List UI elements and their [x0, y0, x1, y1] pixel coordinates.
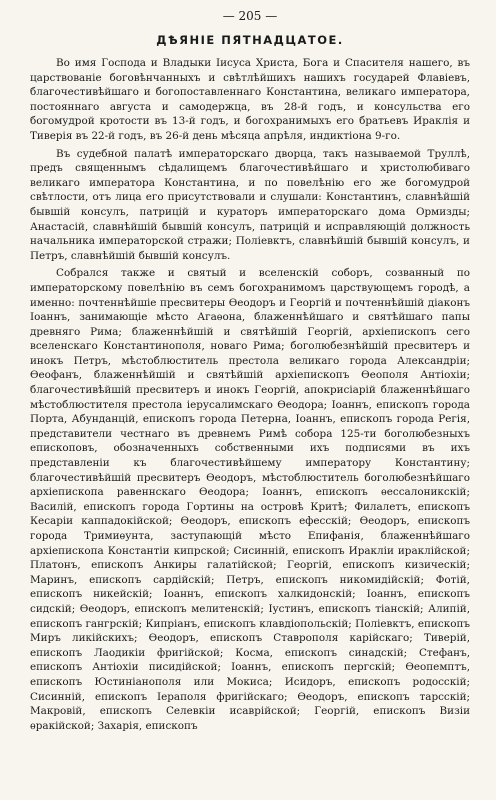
paragraph-3: Собрался также и святый и вселенскій соборъ, созванный по императорскому повелѣнію въ семъ богохранимомъ царствующемъ городѣ, а именно: почтеннѣйшіе пресвитеры Ѳеодоръ и Георгій и почтеннѣйшій діаконъ Іоаннъ, занимающіе мѣсто Агаѳона, блаженнѣйшаго и святѣйшаго папы древняго Рима; блаженнѣйшій и святѣйшій Георгій, архіепископъ сего вселенскаго Константинополя, новаго Рима; боголюбезнѣйшій пресвитеръ и инокъ Петръ, мѣстоблюститель престола великаго города Александріи; Ѳеофанъ, блаженнѣйшій и святѣйшій архіепископъ Ѳеополя Антіохіи; благочестивѣйшій пресвитеръ и инокъ Георгій, апокрисіарій блаженнѣйшаго мѣстоблюстителя престола іерусалимскаго Ѳеодора; Іоаннъ, епископъ города Порта, Абунданцій, епископъ города Петерна, Іоаннъ, епископъ города Регія, представители честнаго въ древнемъ Римѣ собора 125-ти боголюбезныхъ епископовъ, обозначенныхъ собственными ихъ подписями въ ихъ представленіи къ благочестивѣйшему императору Константину; благочестивѣйшій пресвитеръ Ѳеодоръ, мѣстоблюститель боголюбезнѣйшаго архіепископа равеннскаго Ѳеодора; Іоаннъ, епископъ ѳессалоникскій; Василій, епископъ города Гортины на островѣ Критѣ; Филалетъ, епископъ Кесаріи каппадокійской; Ѳеодоръ, епископъ ефесскій; Ѳеодоръ, епископъ города Тримиѳунта, заступающій мѣсто Епифанія, блаженнѣйшаго архіепископа Константіи кипрской; Сисиннiй, епископъ Ираклiи ираклійской; Платонъ, епископъ Анкиры галатійской; Георгій, епископъ кизическій; Маринъ, епископъ сардійскій; Петръ, епископъ никомидійскій; Фотій, епископъ никейскій; Іоаннъ, епископъ халкидонскій; Іоаннъ, епископъ сидскій; Ѳеодоръ, епископъ мелитенскій; Іустинъ, епископъ тіанскій; Алипій, епископъ гангрскій; Кипріанъ, епископъ клавдіопольскій; Поліевктъ, епископъ Миръ ликійскихъ; Ѳеодоръ, епископъ Ставрополя карійскаго; Тиверій, епископъ Лаодикіи фригійской; Косма, епископъ синадскій; Стефанъ, епископъ Антіохіи писидійской; Іоаннъ, епископъ пергскій; Ѳеопемптъ, епископъ Юстиніанополя или Мокиса; Исидоръ, епископъ родосскій; Сисиннiй, епископъ Іераполя фригійскаго; Ѳеодоръ, епископъ тарсскій; Макровій, епископъ Селевкіи исаврійской; Георгій, епископъ Визіи ѳракійской; Захарія, епископъ [30, 267, 470, 732]
paragraph-1: Во имя Господа и Владыки Іисуса Христа, Бога и Спасителя нашего, въ царствованіе боговѣнчанныхъ и свѣтлѣйшихъ нашихъ государей Флавіевъ, благочестивѣйшаго и богопоставленнаго Константина, великаго императора, постояннаго августа и самодержца, въ 28-й годъ, и консульства его богомудрой кротости въ 13-й годъ, и богохранимыхъ его братьевъ Ираклія и Тиверія въ 22-й годъ, въ 26-й день мѣсяца апрѣля, индиктіона 9-го. [30, 57, 470, 142]
page-number: — 205 — [222, 9, 278, 23]
section-title: ДѢЯНІЕ ПЯТНАДЦАТОЕ. [156, 33, 344, 47]
paragraph-2: Въ судебной палатѣ императорскаго дворца, такъ называемой Труллѣ, предъ священнымъ сѣдалищемъ благочестивѣйшаго и христолюбиваго великаго императора Константина, и по повелѣнію его же богомудрой свѣтлости, отъ лица его присутствовали и слушали: Константинъ, славнѣйшій бывшій консулъ, патрицій и кураторъ императорскаго дома Ормизды; Анастасій, славнѣйшій бывшій консулъ, патрицій и исправляющій должность начальника императорской стражи; Поліевктъ, славнѣйшій бывшій консулъ, и Петръ, славнѣйшій бывшій консулъ. [30, 147, 470, 262]
